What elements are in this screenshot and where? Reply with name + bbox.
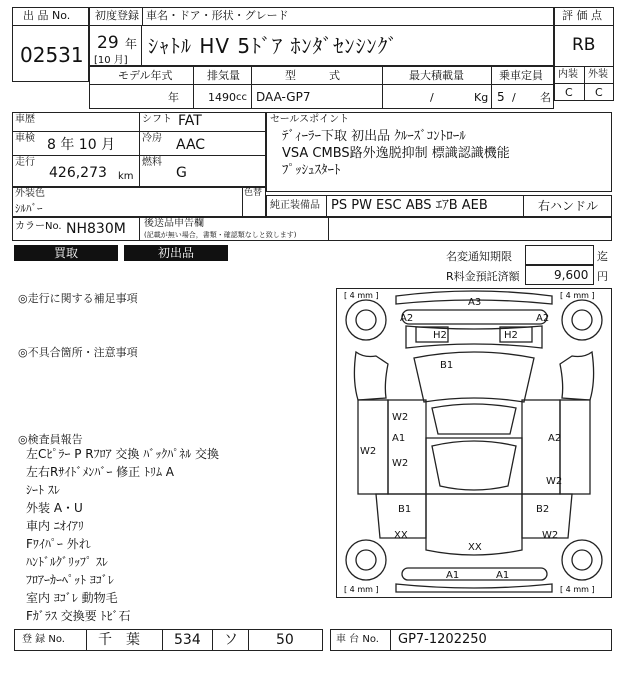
max-load-unit: Kg [474, 91, 489, 104]
driving-notes-label: ◎走行に関する補足事項 [18, 292, 138, 305]
damage-mark: A1 [496, 570, 510, 581]
lot-number-label: 出 品 No. [23, 9, 71, 22]
damage-mark: W2 [542, 530, 559, 541]
fuel-value: G [176, 165, 187, 181]
damage-mark: A3 [468, 297, 482, 308]
displacement-label: 排気量 [207, 69, 240, 82]
registration-label: 登 録 No. [22, 634, 65, 645]
exterior-label: 外装 [588, 69, 608, 80]
capacity-value: 5 [497, 90, 505, 104]
report-line: 左Cﾋﾟﾗｰ P Rﾌﾛｱ 交換 ﾊﾞｯｸﾊﾟﾈﾙ 交換 [26, 447, 220, 461]
mileage-value: 426,273 [49, 165, 107, 181]
damage-mark: A2 [400, 313, 414, 324]
damage-mark: W2 [392, 458, 409, 469]
damage-mark: XX [468, 542, 482, 553]
grade-label: 評 価 点 [562, 9, 602, 22]
ac-value: AAC [176, 137, 206, 153]
damage-diagram [336, 288, 612, 598]
chassis-label: 車 台 No. [336, 634, 379, 645]
sales-point-line: ﾌﾟｯｼｭｽﾀｰﾄ [282, 163, 341, 178]
title-change-deadline-field [525, 245, 594, 265]
tire-tread-front-right: [ 4 mm ] [560, 291, 595, 300]
repaint-label: 色替 [244, 188, 263, 198]
documents-label: 後送品申告欄 [144, 218, 204, 229]
damage-mark: H2 [433, 330, 447, 341]
damage-mark: H2 [504, 330, 518, 341]
defects-label: ◎不具合箇所・注意事項 [18, 346, 138, 359]
year-unit: 年 [125, 37, 138, 51]
report-line: 左右Rｻｲﾄﾞﾒﾝﾊﾞｰ 修正 ﾄﾘﾑ A [26, 465, 174, 479]
tag-buyout: 買取 [14, 245, 118, 261]
report-line: 外装 A・U [26, 501, 83, 515]
color-number-label: カラーNo. [15, 221, 62, 232]
damage-mark: XX [394, 530, 408, 541]
ac-label: 冷房 [142, 133, 162, 144]
first-registration-year: 29 [97, 33, 119, 53]
first-registration-label: 初度登録 [95, 9, 139, 22]
tire-tread-front-left: [ 4 mm ] [344, 291, 379, 300]
damage-mark: B1 [440, 360, 454, 371]
displacement-value: 1490 [208, 91, 236, 104]
sales-points-label: セールスポイント [270, 114, 350, 125]
report-line: Fﾜｲﾊﾟｰ 外れ [26, 537, 91, 551]
model-code-label: 型 式 [285, 69, 340, 82]
inspection-label: 車検 [15, 133, 35, 144]
mileage-unit: km [118, 171, 134, 182]
displacement-unit: cc [236, 92, 247, 103]
registration-area: 千 葉 [98, 632, 140, 648]
model-code: DAA-GP7 [256, 90, 311, 104]
inspection-value: 8 年 10 月 [47, 137, 116, 153]
recycle-fee-value: 9,600 [554, 268, 589, 282]
exterior-color-box [12, 187, 266, 217]
mileage-label: 走行 [15, 157, 35, 168]
lot-number: 02531 [20, 43, 84, 67]
recycle-fee-label: R料金預託済額 [446, 270, 520, 283]
damage-mark: A2 [536, 313, 550, 324]
sales-point-line: ﾃﾞｨｰﾗｰ下取 初出品 ｸﾙｰｽﾞｺﾝﾄﾛｰﾙ [282, 129, 466, 144]
max-load-label: 最大積載量 [409, 69, 464, 82]
color-number-value: NH830M [66, 221, 126, 237]
registration-kana: ソ [224, 632, 238, 648]
report-line: Fｶﾞﾗｽ 交換要 ﾄﾋﾞ石 [26, 609, 131, 623]
damage-mark: B2 [536, 504, 550, 515]
registration-serial: 50 [276, 632, 294, 648]
inspector-report-label: ◎検査員報告 [18, 433, 83, 446]
capacity-unit: 名 [540, 91, 551, 104]
report-line: 車内 ﾆｵｲｱﾘ [26, 519, 84, 533]
report-line: 室内 ﾖｺﾞﾚ 動物毛 [26, 591, 118, 605]
damage-mark: A1 [392, 433, 406, 444]
tire-tread-rear-right: [ 4 mm ] [560, 585, 595, 594]
damage-mark: W2 [546, 476, 563, 487]
exterior-color-label: 外装色 [15, 188, 45, 199]
fuel-label: 燃料 [142, 157, 162, 168]
equipment-label: 純正装備品 [270, 200, 320, 211]
capacity-label: 乗車定員 [499, 69, 543, 82]
exterior-grade: C [595, 86, 603, 99]
steering-position: 右ハンドル [538, 199, 599, 213]
tire-tread-rear-left: [ 4 mm ] [344, 585, 379, 594]
model-year-unit: 年 [168, 91, 179, 104]
car-name-label: 車名・ドア・形状・グレード [146, 9, 289, 22]
capacity-separator: / [512, 91, 516, 104]
equipment-value: PS PW ESC ABS ｴｱB AEB [331, 198, 488, 213]
registration-class: 534 [174, 632, 201, 648]
damage-mark: A1 [446, 570, 460, 581]
interior-label: 内装 [558, 69, 578, 80]
sales-point-line: VSA CMBS路外逸脱抑制 標識認識機能 [282, 146, 510, 161]
tag-first-listing: 初出品 [124, 245, 228, 261]
damage-mark: A2 [548, 433, 562, 444]
title-change-deadline-suffix: 迄 [597, 250, 608, 263]
documents-note: (記載が無い場合，書類・確認類なしと致します) [144, 231, 297, 239]
damage-mark: W2 [360, 446, 377, 457]
interior-grade: C [565, 86, 573, 99]
history-label: 車歴 [15, 114, 35, 125]
exterior-color-value: ｼﾙﾊﾞｰ [15, 202, 43, 215]
max-load-slash: / [430, 91, 434, 104]
chassis-number: GP7-1202250 [398, 632, 487, 647]
shift-value: FAT [178, 113, 202, 129]
damage-mark: W2 [392, 412, 409, 423]
first-registration-month: [10 月] [94, 55, 128, 66]
recycle-fee-unit: 円 [597, 270, 608, 283]
report-line: ｼｰﾄ ｽﾚ [26, 483, 60, 497]
car-name: ｼｬﾄﾙ HV 5ﾄﾞｱ ﾎﾝﾀﾞｾﾝｼﾝｸﾞ [148, 34, 399, 58]
damage-mark: B1 [398, 504, 412, 515]
report-line: ﾊﾝﾄﾞﾙｸﾞﾘｯﾌﾟ ｽﾚ [26, 555, 108, 569]
title-change-deadline-label: 名変通知期限 [446, 250, 512, 263]
report-line: ﾌﾛｱｰｶｰﾍﾟｯﾄ ﾖｺﾞﾚ [26, 573, 114, 587]
shift-label: シフト [142, 114, 172, 125]
overall-grade: RB [572, 35, 596, 55]
model-year-label: モデル年式 [118, 69, 173, 82]
